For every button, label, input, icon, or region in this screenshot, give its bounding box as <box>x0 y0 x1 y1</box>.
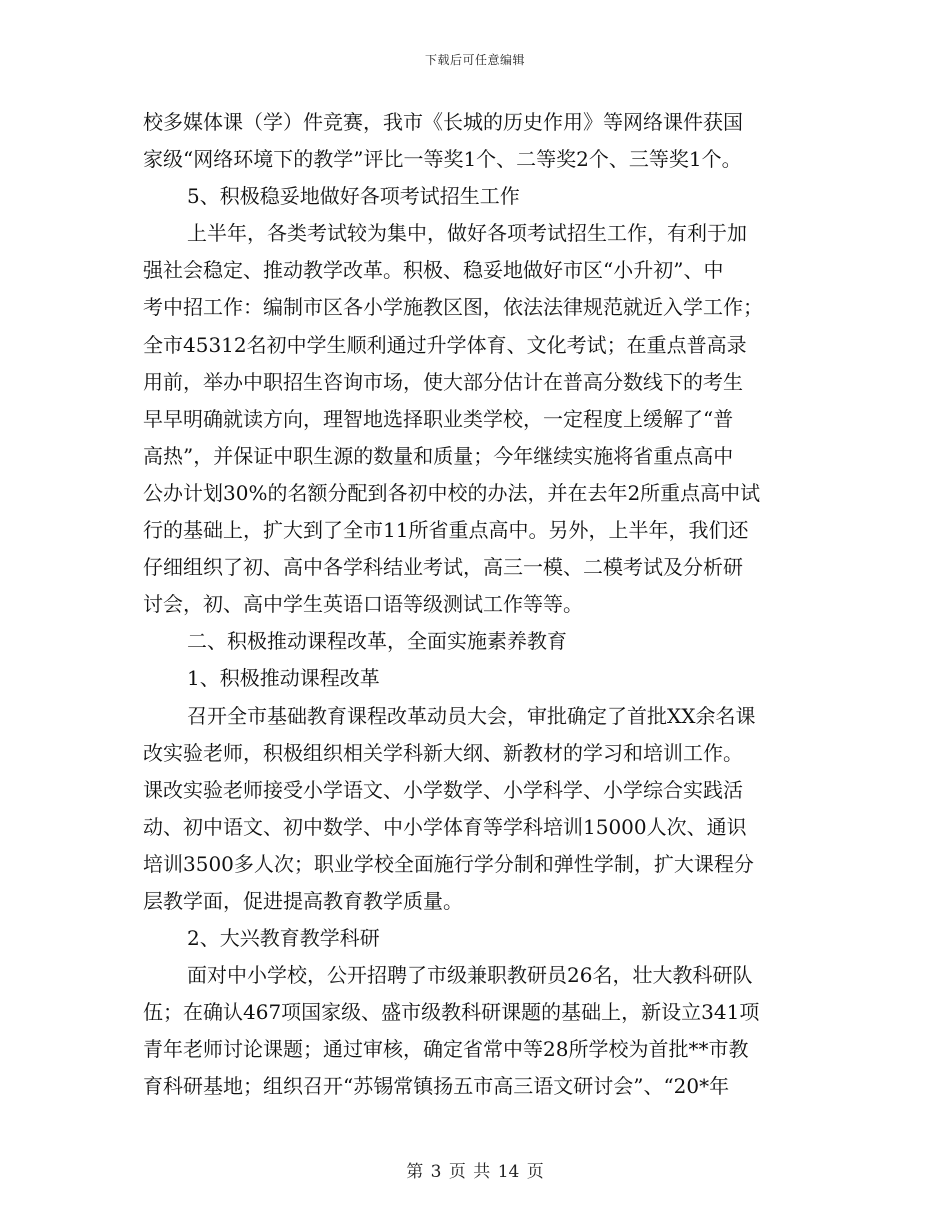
text-line: 培训3500多人次；职业学校全面施行学分制和弹性学制，扩大课程分 <box>143 851 754 876</box>
text-line: 公办计划30%的名额分配到各初中校的办法，并在去年2所重点高中试 <box>143 480 761 505</box>
text-line: 动、初中语文、初中数学、中小学体育等学科培训15000人次、通识 <box>143 814 747 839</box>
text-line: 面对中小学校，公开招聘了市级兼职教研员26名，壮大教科研队 <box>187 963 753 988</box>
page-footer: 第 3 页 共 14 页 <box>406 1162 544 1182</box>
text-line: 全市45312名初中学生顺利通过升学体育、文化考试；在重点普高录 <box>143 332 747 357</box>
text-line: 上半年，各类考试较为集中，做好各项考试招生工作，有利于加 <box>187 221 747 246</box>
text-line: 5、积极稳妥地做好各项考试招生工作 <box>187 184 520 209</box>
text-line: 讨会，初、高中学生英语口语等级测试工作等等。 <box>143 592 583 617</box>
text-line: 高热”，并保证中职生源的数量和质量；今年继续实施将省重点高中 <box>143 443 734 468</box>
text-line: 二、积极推动课程改革，全面实施素养教育 <box>187 629 567 654</box>
text-line: 层教学面，促进提高教育教学质量。 <box>143 888 463 913</box>
text-line: 早早明确就读方向，理智地选择职业类学校，一定程度上缓解了“普 <box>143 406 734 431</box>
document-body <box>143 104 833 1106</box>
text-line: 强社会稳定、推动教学改革。积极、稳妥地做好市区“小升初”、中 <box>143 258 724 283</box>
text-line: 召开全市基础教育课程改革动员大会，审批确定了首批XX余名课 <box>187 703 756 728</box>
text-line: 课改实验老师接受小学语文、小学数学、小学科学、小学综合实践活 <box>143 777 743 802</box>
text-line: 改实验老师，积极组织相关学科新大纲、新教材的学习和培训工作。 <box>143 740 743 765</box>
text-line: 育科研基地；组织召开“苏锡常镇扬五市高三语文研讨会”、“20*年 <box>143 1074 730 1099</box>
text-line: 伍；在确认467项国家级、盛市级教科研课题的基础上，新设立341项 <box>143 1000 760 1025</box>
text-line: 家级“网络环境下的教学”评比一等奖1个、二等奖2个、三等奖1个。 <box>143 147 742 172</box>
text-line: 2、大兴教育教学科研 <box>187 926 380 951</box>
text-line: 校多媒体课（学）件竞赛，我市《长城的历史作用》等网络课件获国 <box>143 110 743 134</box>
text-line: 用前，举办中职招生咨询市场，使大部分估计在普高分数线下的考生 <box>143 369 743 394</box>
text-line: 青年老师讨论课题；通过审核，确定省常中等28所学校为首批**市教 <box>143 1037 749 1062</box>
text-line: 考中招工作：编制市区各小学施教区图，依法法律规范就近入学工作； <box>143 295 763 320</box>
text-line: 行的基础上，扩大到了全市11所省重点高中。另外，上半年，我们还 <box>143 518 749 543</box>
text-line: 1、积极推动课程改革 <box>187 666 380 691</box>
text-line: 仔细组织了初、高中各学科结业考试，高三一模、二模考试及分析研 <box>143 555 743 580</box>
header-note: 下载后可任意编辑 <box>424 53 525 67</box>
